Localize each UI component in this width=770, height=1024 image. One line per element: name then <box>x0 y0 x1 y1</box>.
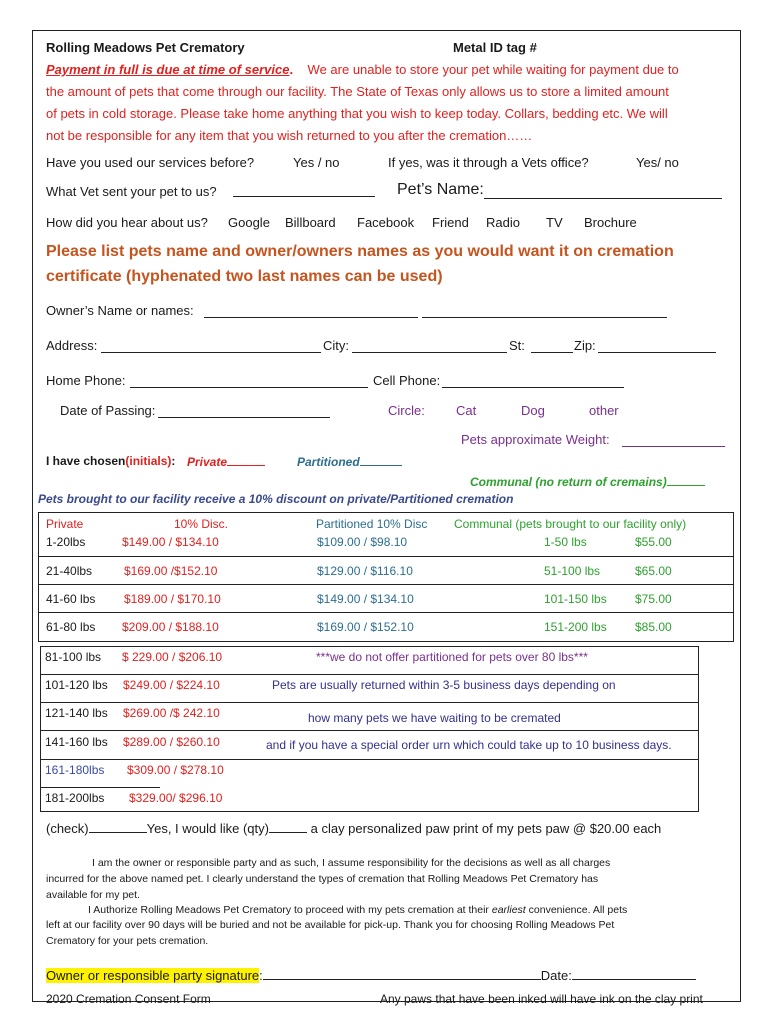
hear-option-brochure[interactable]: Brochure <box>584 215 637 230</box>
row-2-partitioned: $129.00 / $116.10 <box>317 564 413 578</box>
large-row-5-private: $309.00 / $278.10 <box>127 763 224 777</box>
city-field[interactable] <box>352 339 507 353</box>
home-phone-label: Home Phone: <box>46 373 126 388</box>
address-field[interactable] <box>101 339 321 353</box>
through-vet-question: If yes, was it through a Vets office? <box>388 155 589 170</box>
lower-divider-5 <box>40 787 160 788</box>
payment-notice-line4: not be responsible for any item that you wish returned to you after the cremation…… <box>46 128 533 143</box>
hear-option-radio[interactable]: Radio <box>486 215 520 230</box>
header-communal: Communal (pets brought to our facility only) <box>454 517 687 531</box>
weight-field[interactable] <box>622 433 725 447</box>
large-row-2-weight: 101-120 lbs <box>45 678 108 692</box>
row-3-communal-weight: 101-150 lbs <box>544 592 607 606</box>
large-row-1-private: $ 229.00 / $206.10 <box>122 650 223 664</box>
consent-p1-line1: I am the owner or responsible party and as such, I assume responsibility for the decisions as well as all charges <box>92 857 611 869</box>
return-note-1: Pets are usually returned within 3-5 business days depending on <box>272 678 616 692</box>
paw-print-rest: a clay personalized paw print of my pets paw @ $20.00 each <box>310 821 662 836</box>
lower-divider-2 <box>40 702 699 703</box>
row-4-weight: 61-80 lbs <box>46 620 96 634</box>
city-label: City: <box>323 338 349 353</box>
through-vet-options[interactable]: Yes/ no <box>636 155 679 170</box>
row-3-weight: 41-60 lbs <box>46 592 96 606</box>
circle-label: Circle: <box>388 403 425 418</box>
certificate-heading-line2: certificate (hyphenated two last names can be used) <box>46 268 443 285</box>
signature-line <box>46 966 696 983</box>
hear-option-friend[interactable]: Friend <box>432 215 469 230</box>
company-name: Rolling Meadows Pet Crematory <box>46 40 245 55</box>
large-row-6-weight: 181-200lbs <box>45 791 105 805</box>
zip-field[interactable] <box>598 339 716 353</box>
chosen-partitioned-initials[interactable] <box>360 454 402 466</box>
no-partition-note: ***we do not offer partitioned for pets over 80 lbs*** <box>316 650 588 664</box>
owner-names-label: Owner’s Name or names: <box>46 303 194 318</box>
chosen-label-text: I have chosen <box>46 454 126 468</box>
vet-sent-field[interactable] <box>233 183 375 197</box>
paw-print-check-field[interactable] <box>89 819 147 833</box>
circle-option-other[interactable]: other <box>589 403 619 418</box>
payment-notice-line3: of pets in cold storage. Please take home anything that you wish to keep today. Collars, bedding etc. We will <box>46 106 668 121</box>
weight-label: Pets approximate Weight: <box>461 432 610 447</box>
row-2-private: $169.00 /$152.10 <box>124 564 218 578</box>
zip-label: Zip: <box>574 338 596 353</box>
consent-p2-line1-a: I Authorize Rolling Meadows Pet Crematory to proceed with my pets cremation at their <box>88 904 492 916</box>
cell-phone-label: Cell Phone: <box>373 373 441 388</box>
address-label: Address: <box>46 338 98 353</box>
large-row-2-private: $249.00 / $224.10 <box>123 678 220 692</box>
chosen-private-initials[interactable] <box>227 454 265 466</box>
row-2-weight: 21-40lbs <box>46 564 93 578</box>
pricing-divider-2 <box>38 584 734 585</box>
chosen-partitioned-label: Partitioned <box>297 455 360 469</box>
return-note-3: and if you have a special order urn which could take up to 10 business days. <box>266 738 672 752</box>
circle-option-cat[interactable]: Cat <box>456 403 477 418</box>
vet-sent-label: What Vet sent your pet to us? <box>46 184 217 199</box>
footer-note: Any paws that have been inked will have ink on the clay print <box>380 992 703 1006</box>
chosen-private-label: Private <box>187 455 228 469</box>
return-note-2: how many pets we have waiting to be cremated <box>308 711 561 725</box>
state-field[interactable] <box>531 339 573 353</box>
cell-phone-field[interactable] <box>442 374 624 388</box>
lower-divider-3 <box>40 730 699 731</box>
row-3-communal-price: $75.00 <box>635 592 672 606</box>
large-row-6-private: $329.00/ $296.10 <box>129 791 223 805</box>
date-passing-field[interactable] <box>158 404 330 418</box>
discount-note: Pets brought to our facility receive a 10% discount on private/Partitioned cremation <box>38 492 514 506</box>
pet-name-label: Pet’s Name: <box>397 181 484 198</box>
lower-divider-1 <box>40 674 699 675</box>
date-passing-label: Date of Passing: <box>60 403 156 418</box>
large-row-4-weight: 141-160 lbs <box>45 735 108 749</box>
consent-p2-line1-b: earliest <box>491 904 526 916</box>
payment-notice-text: We are unable to store your pet while waiting for payment due to <box>307 62 679 77</box>
used-before-question: Have you used our services before? <box>46 155 255 170</box>
signature-label: Owner or responsible party signature <box>46 968 260 983</box>
paw-print-line <box>46 819 661 836</box>
consent-p2-line2: left at our facility over 90 days will be buried and not be available for pick-up. Thank you for choosing Rolling Meadows Pet <box>46 919 615 931</box>
consent-p2-line1-c: convenience. All pets <box>525 904 628 916</box>
large-row-3-weight: 121-140 lbs <box>45 706 108 720</box>
consent-p2-line3: Crematory for your pets cremation. <box>46 935 209 947</box>
chosen-label <box>46 454 175 468</box>
chosen-label-colon: : <box>171 454 176 468</box>
large-row-1-weight: 81-100 lbs <box>45 650 102 664</box>
home-phone-field[interactable] <box>130 374 368 388</box>
lower-divider-4 <box>40 759 699 760</box>
payment-notice-line2: the amount of pets that come through our facility. The State of Texas only allows us to store a limited amount <box>46 84 669 99</box>
row-1-weight: 1-20lbs <box>46 535 86 549</box>
pet-name-field[interactable] <box>484 185 722 199</box>
header-partitioned: Partitioned 10% Disc <box>316 517 428 531</box>
large-row-4-private: $289.00 / $260.10 <box>123 735 220 749</box>
chosen-communal-label: Communal (no return of cremains) <box>470 475 667 489</box>
circle-option-dog[interactable]: Dog <box>521 403 545 418</box>
chosen-private <box>187 454 265 469</box>
metal-tag-label: Metal ID tag # <box>453 40 537 55</box>
owner-name-field-2[interactable] <box>422 304 667 318</box>
hear-option-tv[interactable]: TV <box>546 215 563 230</box>
chosen-initials-label: (initials) <box>125 454 172 468</box>
row-4-communal-weight: 151-200 lbs <box>544 620 607 634</box>
paw-print-yes-label: Yes, I would like (qty) <box>146 821 269 836</box>
consent-p1-line3: available for my pet. <box>46 889 140 901</box>
paw-print-check-label: (check) <box>46 821 89 836</box>
row-4-partitioned: $169.00 / $152.10 <box>317 620 414 634</box>
header-private-disc: 10% Disc. <box>174 517 229 531</box>
chosen-communal <box>470 474 705 489</box>
header-private: Private <box>46 517 84 531</box>
row-2-communal-weight: 51-100 lbs <box>544 564 601 578</box>
signature-field[interactable] <box>263 966 541 980</box>
owner-name-field-1[interactable] <box>204 304 418 318</box>
payment-notice-line1 <box>46 62 679 77</box>
chosen-communal-initials[interactable] <box>667 474 705 486</box>
payment-notice-lead: Payment in full is due at time of service <box>46 62 290 77</box>
row-1-partitioned: $109.00 / $98.10 <box>317 535 408 549</box>
pricing-divider-3 <box>38 612 734 613</box>
row-1-private: $149.00 / $134.10 <box>122 535 219 549</box>
used-before-options[interactable]: Yes / no <box>293 155 340 170</box>
state-label: St: <box>509 338 525 353</box>
row-1-communal-weight: 1-50 lbs <box>544 535 587 549</box>
hear-option-google[interactable]: Google <box>228 215 270 230</box>
pricing-divider-1 <box>38 556 734 557</box>
date-label: Date: <box>540 968 572 983</box>
hear-option-facebook[interactable]: Facebook <box>357 215 415 230</box>
hear-about-label: How did you hear about us? <box>46 215 208 230</box>
consent-p1-line2: incurred for the above named pet. I clearly understand the types of cremation that Rolling Meadows Pet Crematory has <box>46 873 599 885</box>
large-row-3-private: $269.00 /$ 242.10 <box>123 706 220 720</box>
consent-p2-line1 <box>88 904 627 916</box>
large-row-5-weight: 161-180lbs <box>45 763 105 777</box>
hear-option-billboard[interactable]: Billboard <box>285 215 336 230</box>
payment-notice-punct: . <box>289 62 294 77</box>
chosen-partitioned <box>297 454 402 469</box>
row-3-partitioned: $149.00 / $134.10 <box>317 592 414 606</box>
signature-colon: : <box>259 968 263 983</box>
paw-print-qty-field[interactable] <box>269 819 307 833</box>
row-1-communal-price: $55.00 <box>635 535 672 549</box>
footer-form-name: 2020 Cremation Consent Form <box>46 992 211 1006</box>
date-field[interactable] <box>572 966 696 980</box>
row-4-communal-price: $85.00 <box>635 620 672 634</box>
row-2-communal-price: $65.00 <box>635 564 672 578</box>
row-4-private: $209.00 / $188.10 <box>122 620 219 634</box>
certificate-heading-line1: Please list pets name and owner/owners names as you would want it on cremation <box>46 243 674 260</box>
row-3-private: $189.00 / $170.10 <box>124 592 221 606</box>
